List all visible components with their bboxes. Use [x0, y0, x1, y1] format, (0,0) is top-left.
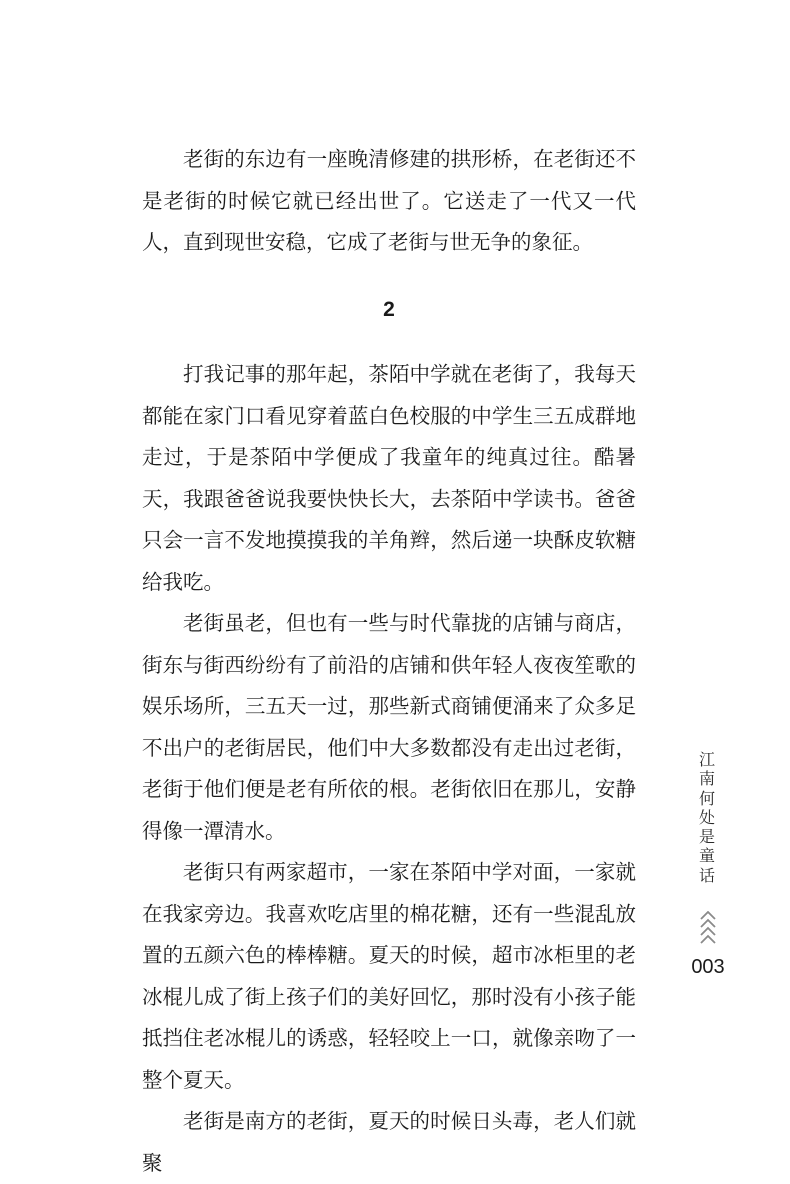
section-number: 2 [383, 298, 395, 321]
paragraph: 打我记事的那年起，茶陌中学就在老街了，我每天都能在家门口看见穿着蓝白色校服的中学生三五成群地走过，于是茶陌中学便成了我童年的纯真过往。酷暑天，我跟爸爸说我要快快长大，去茶陌中学读书。爸爸只会一言不发地摸摸我的羊角辫，然后递一块酥皮软糖给我吃。 [142, 362, 636, 594]
section-1-tail [142, 139, 636, 264]
running-book-title: 江南何处是童话 [698, 750, 715, 885]
paragraph: 老街只有两家超市，一家在茶陌中学对面，一家就在我家旁边。我喜欢吃店里的棉花糖，还有一些混乱放置的五颜六色的棒棒糖。夏天的时候，超市冰柜里的老冰棍儿成了街上孩子们的美好回忆，那时没有小孩子能抵挡住老冰棍儿的诱惑，轻轻咬上一口，就像亲吻了一整个夏天。 [142, 860, 636, 1092]
paragraph: 老街的东边有一座晚清修建的拱形桥，在老街还不是老街的时候它就已经出世了。它送走了一代又一代人，直到现世安稳，它成了老街与世无争的象征。 [142, 147, 636, 254]
section-2-body [142, 354, 636, 1184]
triple-chevron-up-icon [699, 911, 717, 945]
paragraph: 老街虽老，但也有一些与时代靠拢的店铺与商店，街东与街西纷纷有了前沿的店铺和供年轻人夜夜笙歌的娱乐场所，三五天一过，那些新式商铺便涌来了众多足不出户的老街居民，他们中大多数都没有走出过老街，老街于他们便是老有所依的根。老街依旧在那儿，安静得像一潭清水。 [142, 611, 636, 843]
page-number: 003 [691, 956, 725, 978]
paragraph: 老街是南方的老街，夏天的时候日头毒，老人们就聚 [142, 1109, 636, 1175]
